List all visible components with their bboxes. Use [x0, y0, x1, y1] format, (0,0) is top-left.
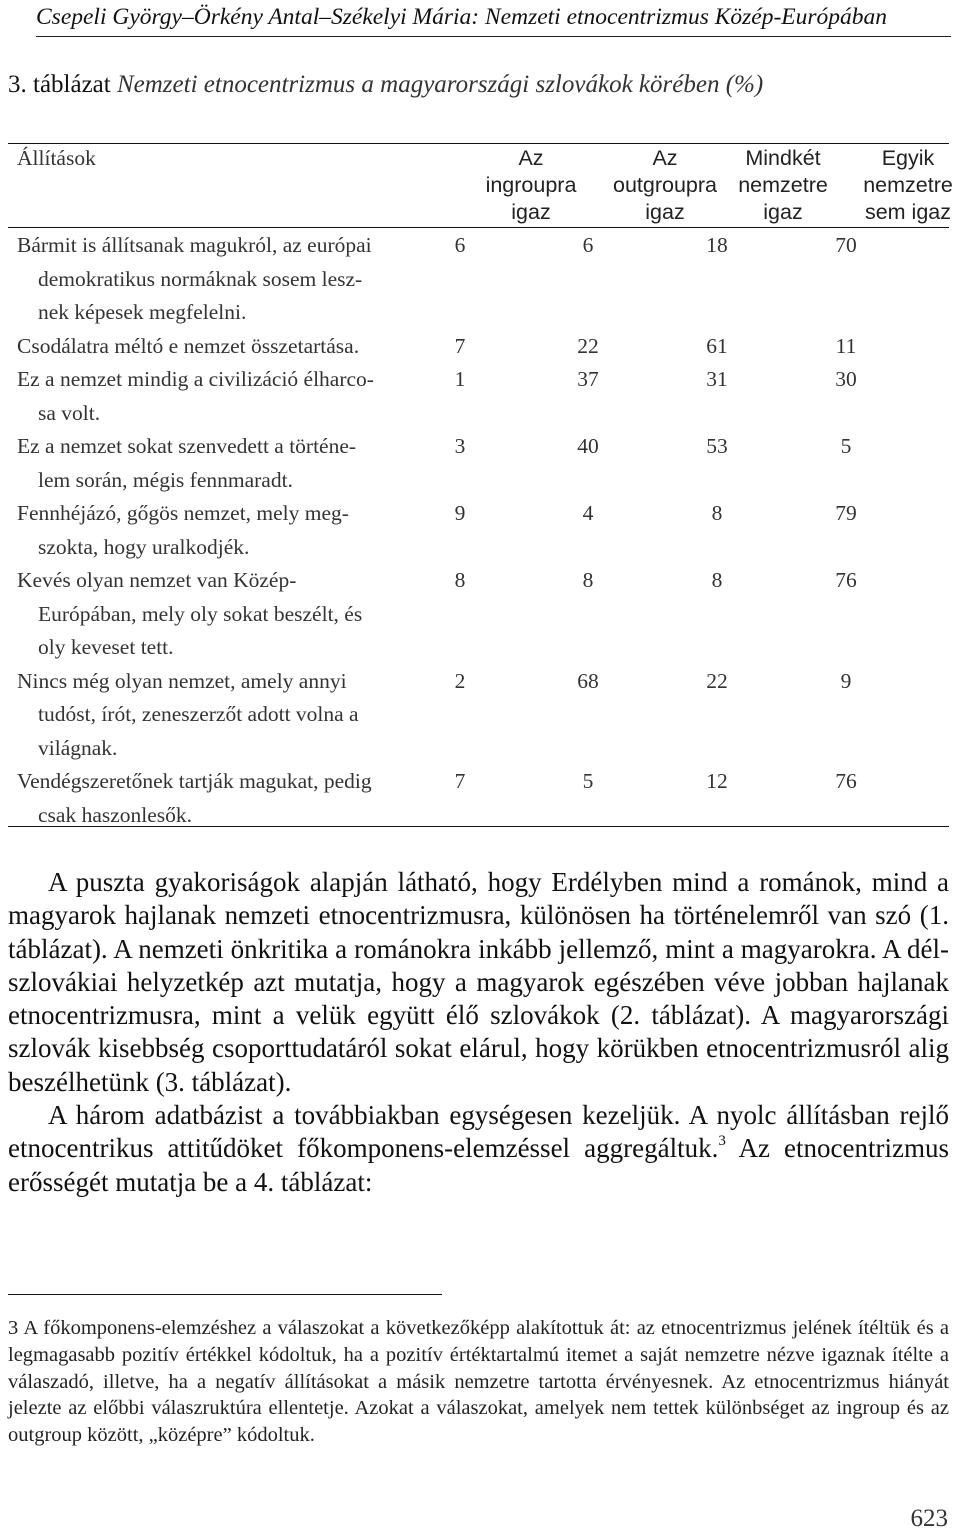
column-header-line: nemzetre: [863, 173, 953, 197]
statement-line: Nincs még olyan nemzet, amely annyi: [17, 668, 347, 693]
statement-line: lem során, mégis fennmaradt.: [38, 467, 293, 492]
table-header-rule: [8, 227, 949, 228]
statement-line: Vendégszeretőnek tartják magukat, pedig: [17, 769, 372, 793]
table-cell: 79: [835, 501, 857, 525]
footnote-number: 3: [8, 1317, 19, 1339]
body-paragraph: [8, 1099, 949, 1199]
footnote-text: A főkomponens-elemzéshez a válaszokat a következőképp alakítottuk át: az etnocentrizmus jelének ítéltük és a legmagasabb pozitív értékkel kódoltuk, ha a pozitív értéktartalmú itemet a saját nemzetre nézve igaznak ítélte a válaszadó, illetve, ha a negatív állításokat a másik nemzetre tartotta érvényesnek. Az etnocentrizmus hiányát jelezte az előbbi válaszruktúra ellentetje. Azokat a válaszokat, amelyek nem tettek különbséget az ingroup és az outgroup között, „középre” kódoltuk.: [8, 1317, 949, 1447]
statement-line: tudóst, írót, zeneszerzőt adott volna a: [38, 702, 359, 726]
table-cell: 40: [577, 434, 599, 458]
body-paragraph: A puszta gyakoriságok alapján látható, hogy Erdélyben mind a románok, mind a magyarok hajlanak nemzeti etnocentrizmusra, különösen ha történelemről van szó (1. táblázat). A nemzeti önkritika a románokra inkább jellemző, mint a magyarokra. A dél-szlovákiai helyzetkép azt mutatja, hogy a magyarok egészében véve jobban hajlanak etnocentrizmusra, mint a velük együtt élő szlovákok (2. táblázat). A magyarországi szlovák kisebbség csoporttudatáról sokat elárul, hogy körükben etnocentrizmusról alig beszélhetünk (3. táblázat).: [8, 867, 949, 1097]
table-cell: 8: [454, 568, 466, 592]
table-cell: 8: [582, 568, 594, 592]
column-header-line: ingroupra: [485, 173, 577, 197]
table-cell: 9: [454, 501, 466, 525]
table-row-statement: [17, 430, 432, 497]
statement-line: csak haszonlesők.: [38, 802, 193, 827]
page-number: 623: [910, 1505, 948, 1532]
table-cell: 70: [835, 233, 857, 257]
table-row-statement: [17, 564, 432, 665]
column-header-statements: [17, 145, 317, 172]
table-cell: 9: [840, 668, 852, 693]
table-cell: 31: [706, 367, 728, 391]
table-caption-title: Nemzeti etnocentrizmus a magyarországi szlovákok körében (%): [116, 71, 764, 98]
table-cell: 6: [454, 233, 466, 257]
column-header-line: sem igaz: [864, 200, 952, 224]
statement-line: Ez a nemzet mindig a civilizáció élharco-: [17, 367, 374, 391]
footnote: [8, 1315, 949, 1449]
table-caption-number: 3. táblázat: [8, 71, 111, 98]
statement-line: nek képesek megfelelni.: [38, 300, 247, 324]
table-cell: 30: [835, 367, 857, 391]
table-cell: 76: [835, 769, 857, 793]
running-header: Csepeli György–Örkény Antal–Székelyi Mária: Nemzeti etnocentrizmus Közép-Európában: [36, 4, 951, 37]
column-header: [853, 145, 960, 226]
table-row-statement: [17, 363, 432, 430]
statement-line: oly keveset tett.: [38, 635, 174, 659]
column-header-line: Mindkét: [745, 146, 821, 170]
column-header: [595, 145, 735, 226]
column-header-line: Állítások: [17, 146, 96, 170]
statement-line: sa volt.: [38, 400, 101, 425]
table-cell: 22: [577, 333, 599, 358]
table-cell: 4: [582, 501, 594, 525]
table-cell: 5: [840, 434, 852, 458]
footnote-divider: [8, 1294, 442, 1295]
column-header: [471, 145, 591, 226]
table-cell: 76: [835, 568, 857, 592]
table-cell: 61: [706, 333, 728, 358]
statement-line: világnak.: [38, 735, 118, 760]
body-text: [8, 866, 949, 1199]
table-caption: [8, 71, 763, 99]
column-header-line: igaz: [645, 200, 685, 224]
statement-line: szokta, hogy uralkodjék.: [38, 534, 250, 559]
table-cell: 68: [577, 668, 599, 693]
table-cell: 7: [454, 333, 466, 358]
statement-line: demokratikus normáknak sosem lesz-: [38, 266, 363, 291]
table-cell: 1: [454, 367, 466, 391]
statement-line: Fennhéjázó, gőgös nemzet, mely meg-: [17, 501, 349, 525]
footnote-reference: 3: [718, 1133, 726, 1150]
statement-line: Csodálatra méltó e nemzet összetartása.: [17, 333, 360, 358]
table-cell: 8: [711, 568, 723, 592]
table-cell: 11: [835, 333, 857, 358]
table-cell: 5: [582, 769, 594, 793]
table-top-rule: [8, 143, 949, 144]
statement-line: Ez a nemzet sokat szenvedett a történe-: [17, 434, 357, 458]
table-row-statement: [17, 330, 432, 364]
table-cell: 37: [577, 367, 599, 391]
column-header-line: igaz: [763, 200, 803, 224]
table-cell: 8: [711, 501, 723, 525]
column-header: [723, 145, 843, 226]
column-header-line: igaz: [511, 200, 551, 224]
column-header-line: Az: [652, 146, 678, 170]
table-cell: 6: [582, 233, 594, 257]
column-header-line: Egyik: [881, 146, 935, 170]
column-header-line: nemzetre: [738, 173, 828, 197]
table-row-statement: [17, 665, 432, 766]
statement-line: Európában, mely oly sokat beszélt, és: [38, 601, 363, 626]
table-row-statement: [17, 765, 432, 832]
table-row-statement: [17, 497, 432, 564]
table-cell: 2: [454, 668, 466, 693]
table-cell: 22: [706, 668, 728, 693]
table-cell: 18: [706, 233, 728, 257]
table-cell: 53: [706, 434, 728, 458]
statement-line: Kevés olyan nemzet van Közép-: [17, 568, 297, 592]
body-paragraph-text: A három adatbázist a továbbiakban egységesen kezeljük. A nyolc állításban rejlő etnocentrikus attitűdöket főkomponens-elemzéssel aggregáltuk.: [8, 1100, 949, 1164]
table-cell: 12: [706, 769, 728, 793]
table-cell: 3: [454, 434, 466, 458]
table-cell: 7: [454, 769, 466, 793]
column-header-line: outgroupra: [613, 173, 717, 197]
body-paragraph-text: Az etnocentrizmus erősségét mutatja be a 4. táblázat:: [8, 1133, 949, 1197]
statement-line: Bármit is állítsanak magukról, az európai: [17, 233, 372, 257]
table-row-statement: [17, 229, 432, 330]
column-header-line: Az: [518, 146, 544, 170]
